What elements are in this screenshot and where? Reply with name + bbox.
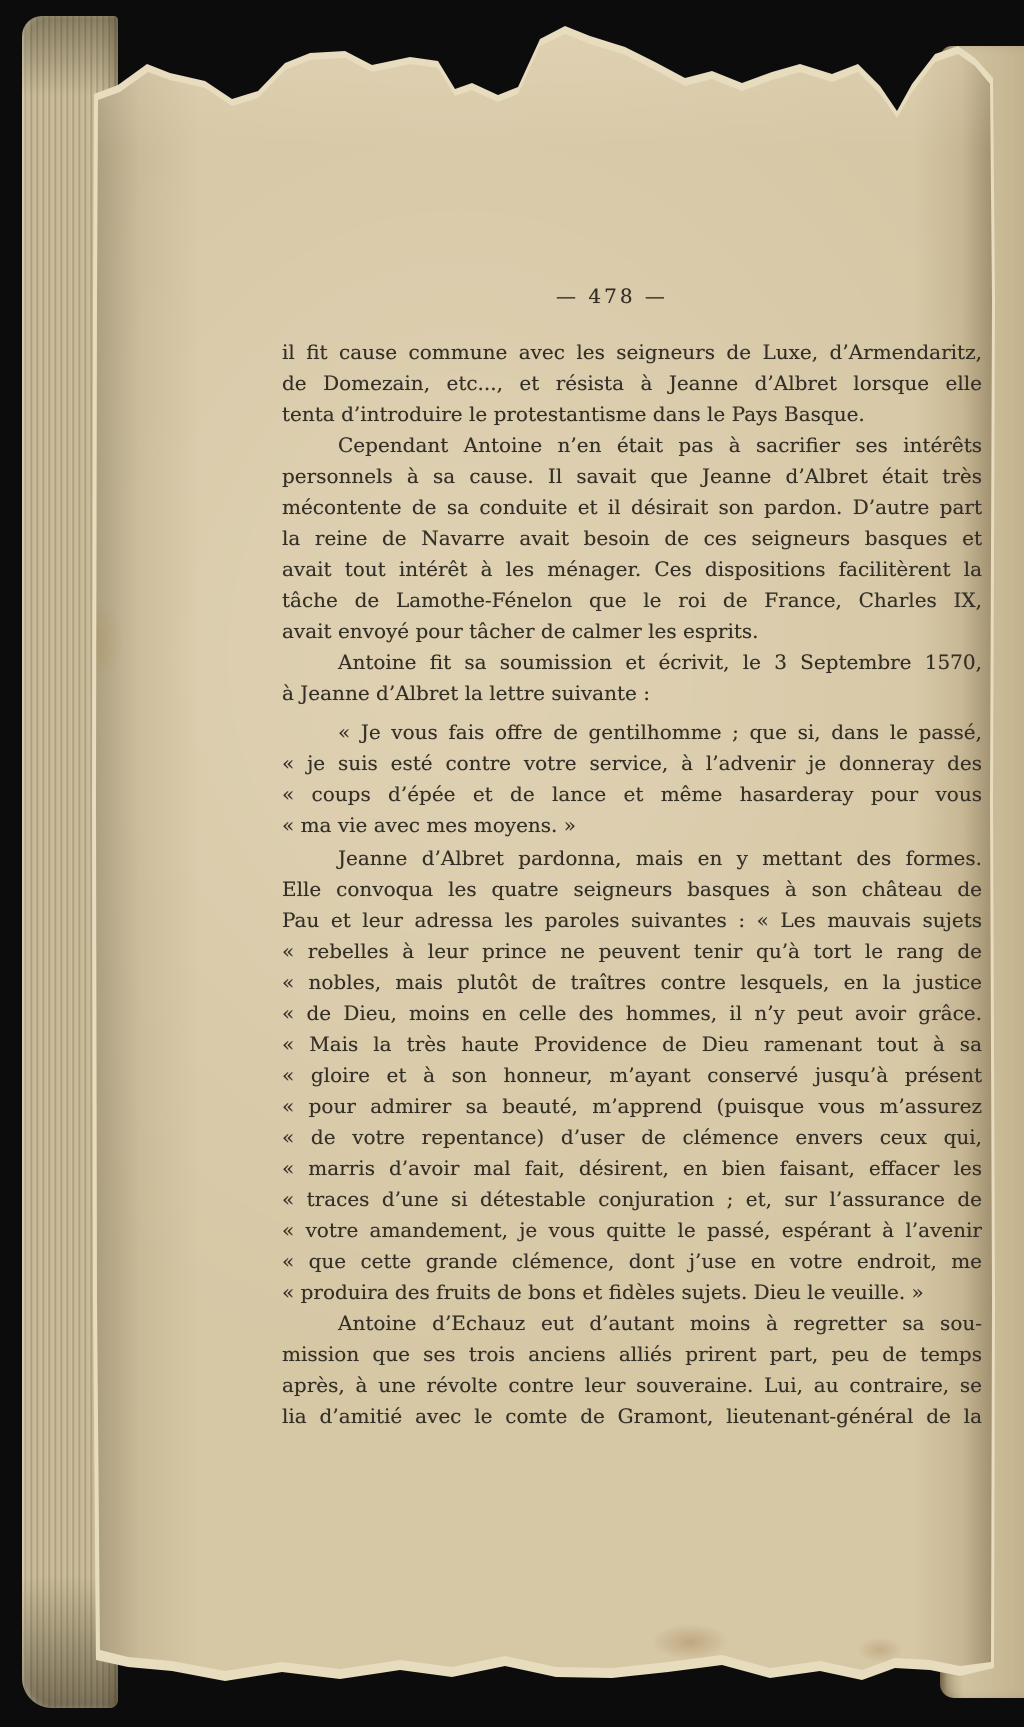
- text-line: Antoine fit sa soumission et écrivit, le 3 Septembre 1570,: [338, 650, 982, 674]
- text-line: « de Dieu, moins en celle des hommes, il n’y peut avoir grâce.: [282, 1001, 982, 1025]
- text-line: « je suis esté contre votre service, à l’advenir je donneray des: [282, 751, 982, 775]
- text-line: mission que ses trois anciens alliés prirent part, peu de temps: [282, 1342, 982, 1366]
- text-line: « produira des fruits de bons et fidèles sujets. Dieu le veuille. »: [282, 1280, 924, 1304]
- quoted-letter-paragraph: [282, 717, 982, 841]
- text-line: après, à une révolte contre leur souveraine. Lui, au contraire, se: [282, 1373, 982, 1397]
- text-line: « traces d’une si détestable conjuration ; et, sur l’assurance de: [282, 1187, 982, 1211]
- text-line: mécontente de sa conduite et il désirait son pardon. D’autre part: [282, 495, 982, 519]
- text-line: Elle convoqua les quatre seigneurs basques à son château de: [282, 877, 982, 901]
- text-line: « Je vous fais offre de gentilhomme ; que si, dans le passé,: [338, 720, 982, 744]
- text-line: à Jeanne d’Albret la lettre suivante :: [282, 681, 650, 705]
- text-line: Antoine d’Echauz eut d’autant moins à regretter sa sou-: [338, 1311, 982, 1335]
- text-line: Jeanne d’Albret pardonna, mais en y mettant des formes.: [338, 846, 982, 870]
- text-line: la reine de Navarre avait besoin de ces seigneurs basques et: [282, 526, 982, 550]
- text-line: personnels à sa cause. Il savait que Jeanne d’Albret était très: [282, 464, 982, 488]
- paragraph: [282, 1308, 982, 1432]
- paragraph: [282, 843, 982, 1308]
- text-line: de Domezain, etc..., et résista à Jeanne d’Albret lorsque elle: [282, 371, 982, 395]
- text-line: « pour admirer sa beauté, m’apprend (puisque vous m’assurez: [282, 1094, 982, 1118]
- text-line: « marris d’avoir mal fait, désirent, en bien faisant, effacer les: [282, 1156, 982, 1180]
- text-line: avait envoyé pour tâcher de calmer les esprits.: [282, 619, 759, 643]
- text-line: « nobles, mais plutôt de traîtres contre lesquels, en la justice: [282, 970, 982, 994]
- text-line: tâche de Lamothe-Fénelon que le roi de France, Charles IX,: [282, 588, 982, 612]
- text-line: Pau et leur adressa les paroles suivantes : « Les mauvais sujets: [282, 908, 982, 932]
- text-line: « de votre repentance) d’user de clémence envers ceux qui,: [282, 1125, 982, 1149]
- paragraph: [282, 337, 982, 430]
- text-line: « rebelles à leur prince ne peuvent tenir qu’à tort le rang de: [282, 939, 982, 963]
- text-line: « que cette grande clémence, dont j’use en votre endroit, me: [282, 1249, 982, 1273]
- text-line: avait tout intérêt à les ménager. Ces dispositions facilitèrent la: [282, 557, 982, 581]
- text-line: « ma vie avec mes moyens. »: [282, 813, 577, 837]
- page-text: [282, 337, 982, 1432]
- page-number: — 478 —: [556, 284, 668, 308]
- text-line: « votre amandement, je vous quitte le passé, espérant à l’avenir: [282, 1218, 982, 1242]
- paragraph: [282, 430, 982, 647]
- text-line: tenta d’introduire le protestantisme dans le Pays Basque.: [282, 402, 865, 426]
- text-line: Cependant Antoine n’en était pas à sacrifier ses intérêts: [338, 433, 982, 457]
- text-line: « Mais la très haute Providence de Dieu ramenant tout à sa: [282, 1032, 982, 1056]
- text-line: il fit cause commune avec les seigneurs de Luxe, d’Armendaritz,: [282, 340, 982, 364]
- text-line: « gloire et à son honneur, m’ayant conservé jusqu’à présent: [282, 1063, 982, 1087]
- paragraph: [282, 647, 982, 709]
- text-line: « coups d’épée et de lance et même hasarderay pour vous: [282, 782, 982, 806]
- text-line: lia d’amitié avec le comte de Gramont, lieutenant-général de la: [282, 1404, 982, 1428]
